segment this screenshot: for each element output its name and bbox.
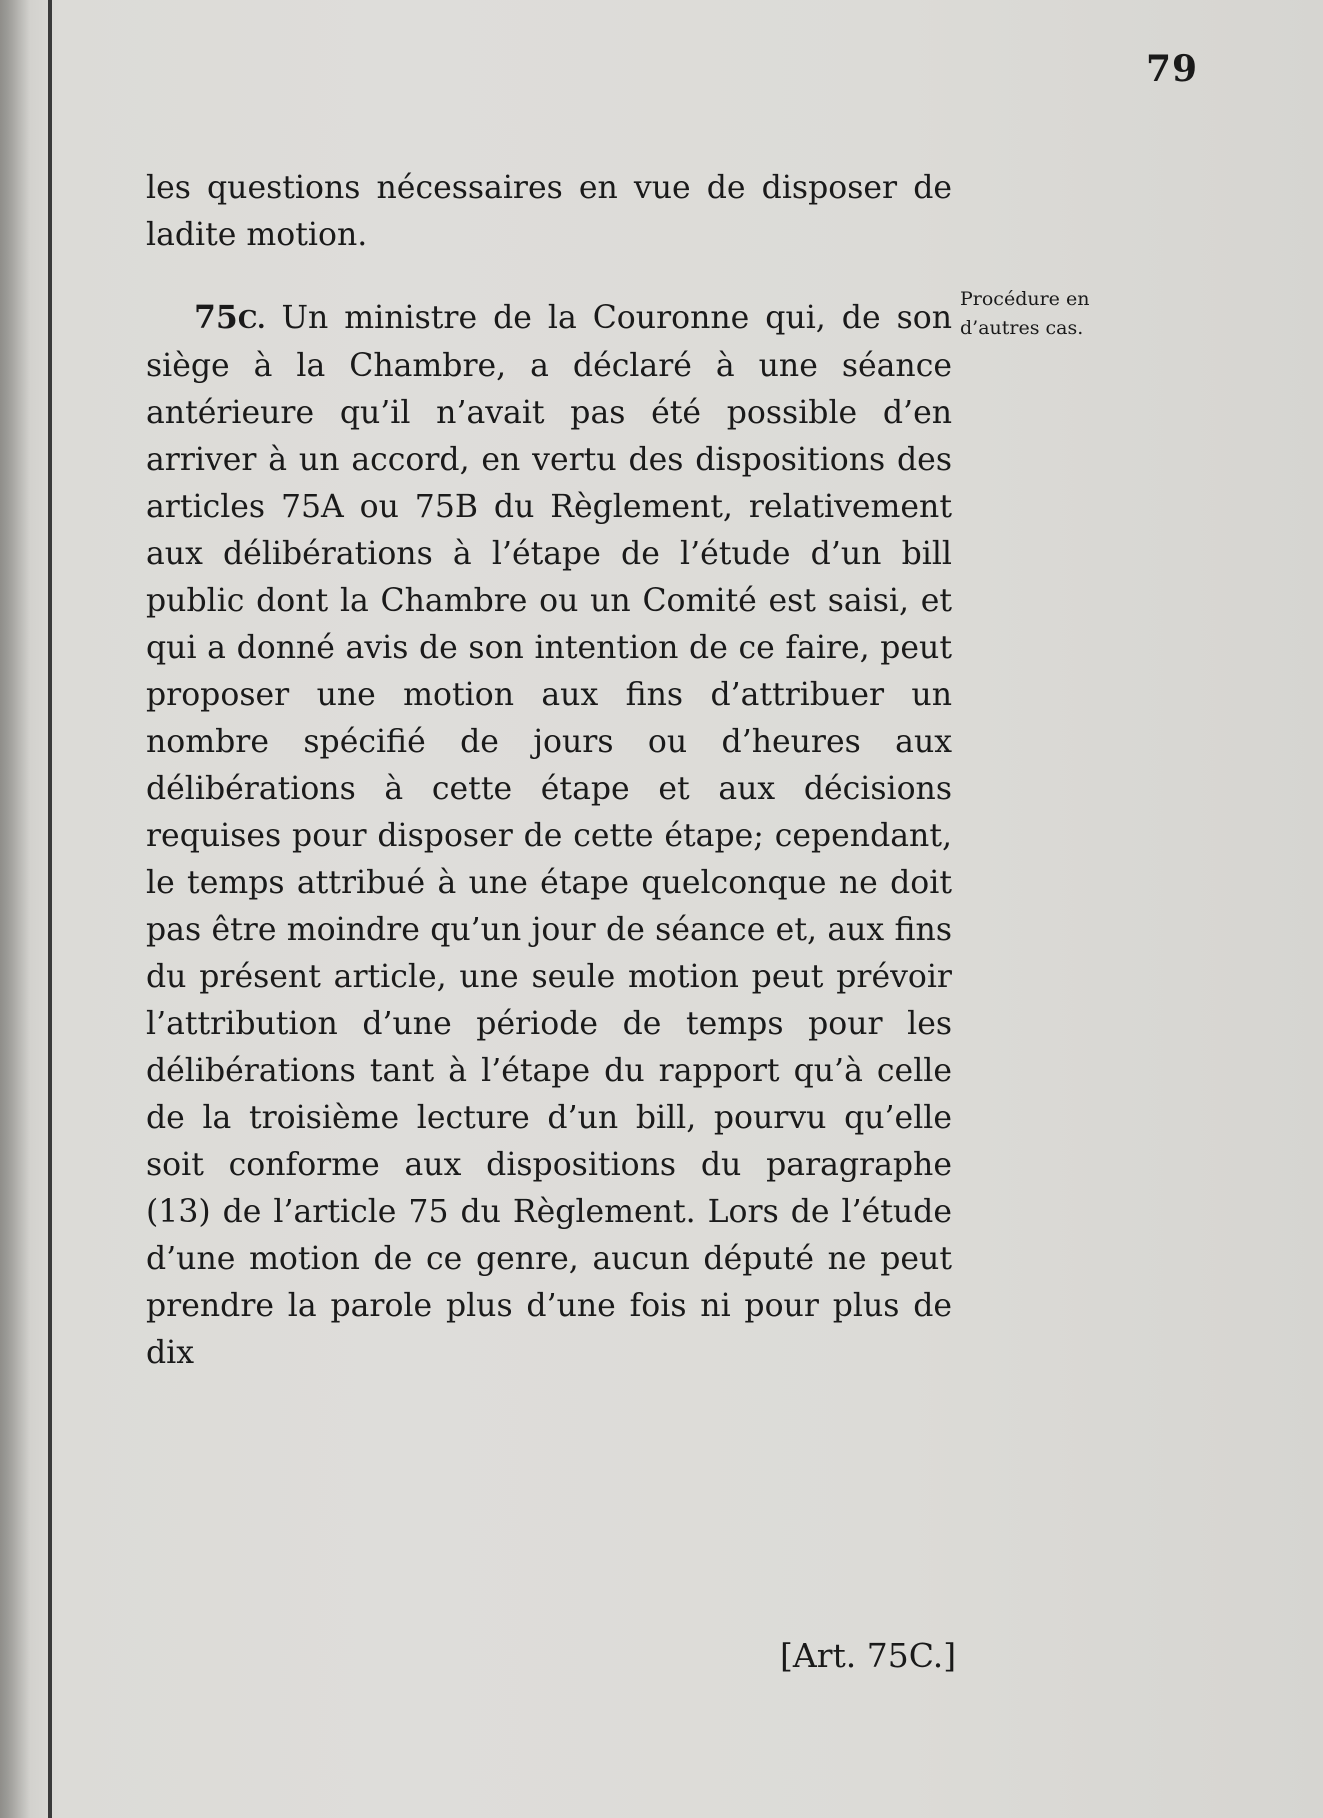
article-reference: [Art. 75C.] <box>780 1636 957 1675</box>
marginal-note <box>960 285 1120 343</box>
article-number <box>194 299 266 336</box>
marginal-note-line: d’autres cas. <box>960 317 1084 339</box>
binding-edge <box>48 0 52 1818</box>
article-number-prefix: 75 <box>194 299 238 336</box>
article-text: Un ministre de la Couronne qui, de son siège à la Chambre, a déclaré à une séance antérieure qu’il n’avait pas été possible d’en arriver à un accord, en vertu des dispositions des articles 75A ou 75B du Règlement, relativement aux délibérations à l’étape de l’étude d’un bill public dont la Chambre ou un Comité est saisi, et qui a donné avis de son intention de ce faire, peut proposer une motion aux fins d’attribuer un nombre spécifié de jours ou d’heures aux délibérations à cette étape et aux décisions requises pour disposer de cette étape; cependant, le temps attribué à une étape quelconque ne doit pas être moindre qu’un jour de séance et, aux fins du présent article, une seule motion peut prévoir l’attribution d’une période de temps pour les délibérations tant à l’étape du rapport qu’à celle de la troisième lecture d’un bill, pourvu qu’elle soit conforme aux dispositions du paragraphe (13) de l’article 75 du Règlement. Lors de l’étude d’une motion de ce genre, aucun député ne peut prendre la parole plus d’une fois ni pour plus de dix <box>146 300 952 1371</box>
article-75c-paragraph <box>146 294 952 1377</box>
binding-shadow <box>0 0 30 1818</box>
marginal-note-line: Procédure en <box>960 288 1090 310</box>
article-number-suffix: C. <box>237 305 266 334</box>
intro-paragraph: les questions nécessaires en vue de disposer de ladite motion. <box>146 170 952 253</box>
page-number: 79 <box>1146 48 1199 90</box>
